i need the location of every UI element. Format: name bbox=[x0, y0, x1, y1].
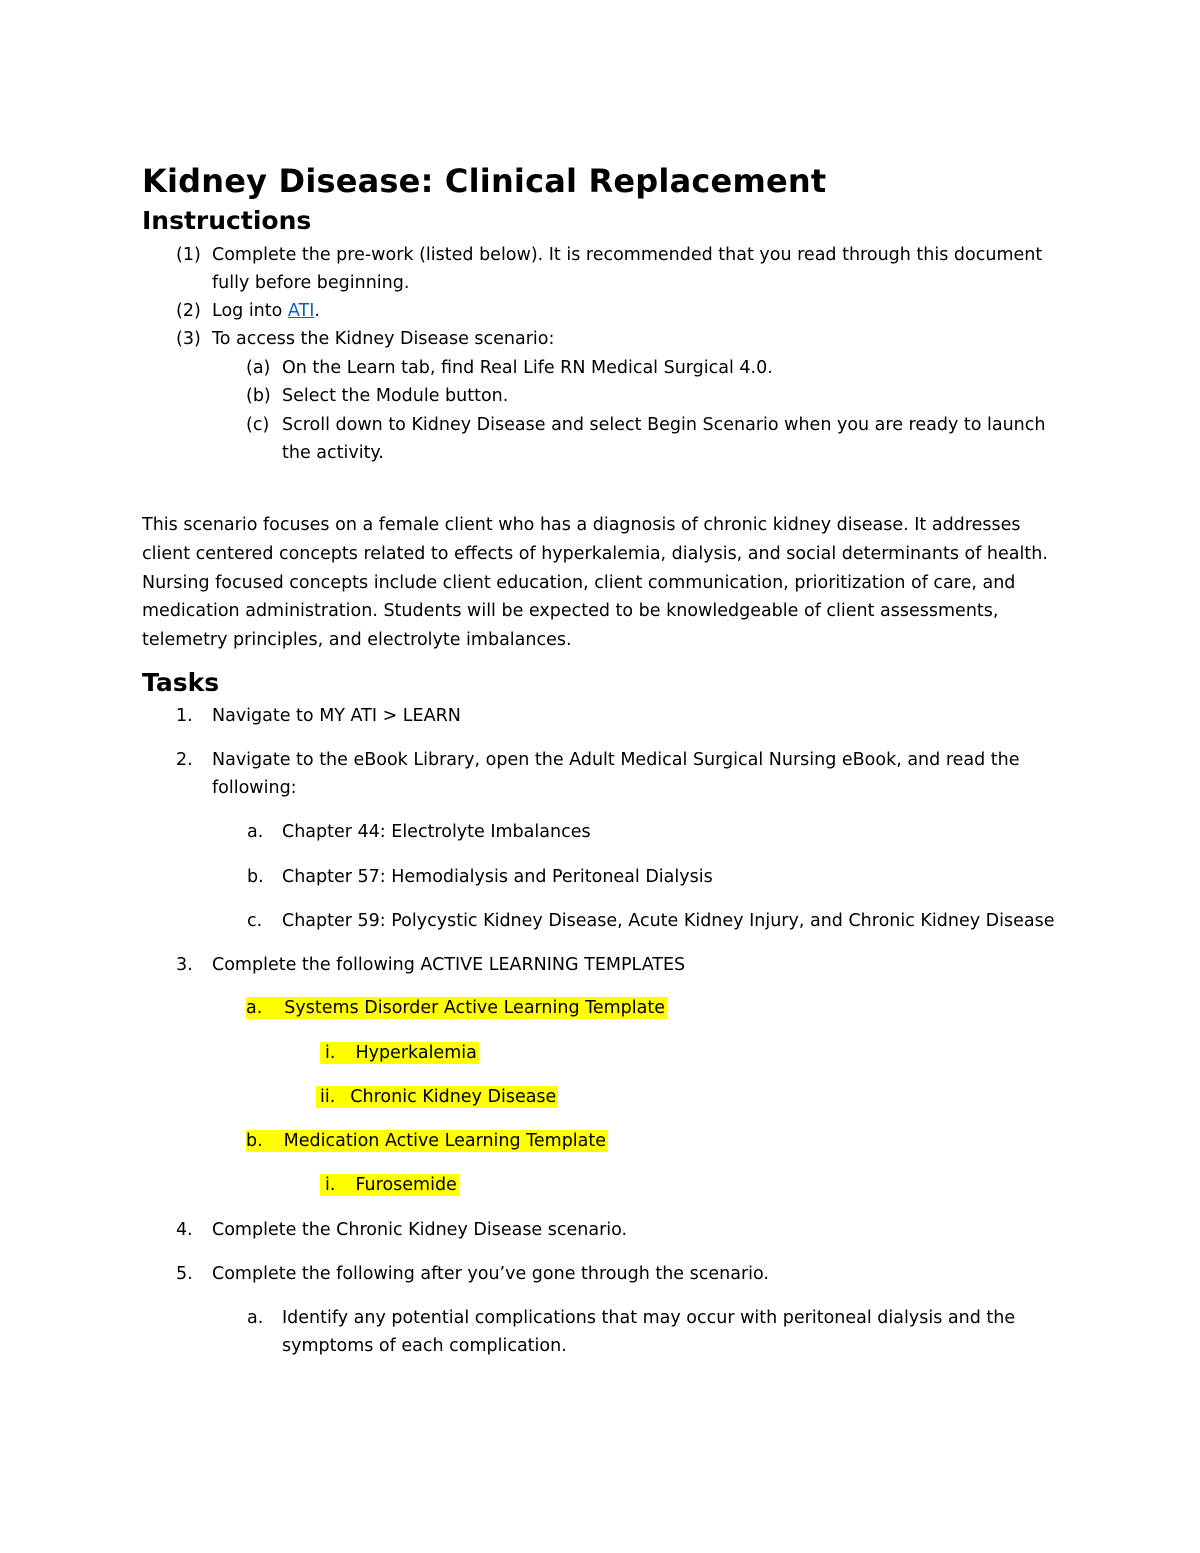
document-title: Kidney Disease: Clinical Replacement bbox=[142, 162, 827, 200]
task-2-chapter-a: Chapter 44: Electrolyte Imbalances bbox=[282, 822, 591, 842]
instruction-marker-3: (3) bbox=[176, 329, 201, 349]
task-2: Navigate to the eBook Library, open the Adult Medical Surgical Nursing eBook, and read the bbox=[212, 750, 1020, 770]
task-4: Complete the Chronic Kidney Disease scenario. bbox=[212, 1220, 628, 1240]
description-line: medication administration. Students will be expected to be knowledgeable of client assessments, bbox=[142, 601, 999, 621]
template-hyperkalemia bbox=[320, 1042, 479, 1064]
task-2-marker-a: a. bbox=[247, 822, 264, 842]
instruction-sub-marker-c: (c) bbox=[246, 415, 270, 435]
template-marker-i-b: i. bbox=[325, 1175, 336, 1195]
template-marker-b: b. bbox=[246, 1131, 263, 1151]
description-line: Nursing focused concepts include client education, client communication, prioritization of care, and bbox=[142, 573, 1016, 593]
task-2-chapter-b: Chapter 57: Hemodialysis and Peritoneal Dialysis bbox=[282, 867, 713, 887]
instruction-item-2 bbox=[212, 300, 320, 322]
template-systems-disorder-label: Systems Disorder Active Learning Template bbox=[284, 998, 665, 1018]
task-marker-3: 3. bbox=[176, 955, 193, 975]
task-marker-5: 5. bbox=[176, 1264, 193, 1284]
instruction-item-2-text: Log into bbox=[212, 301, 288, 321]
task-marker-4: 4. bbox=[176, 1220, 193, 1240]
template-marker-i: i. bbox=[325, 1043, 336, 1063]
task-2-marker-c: c. bbox=[247, 911, 263, 931]
ati-link[interactable]: ATI bbox=[287, 301, 315, 321]
task-5-item-a-cont: symptoms of each complication. bbox=[282, 1336, 567, 1356]
description-line: telemetry principles, and electrolyte imbalances. bbox=[142, 630, 572, 650]
task-1: Navigate to MY ATI > LEARN bbox=[212, 706, 461, 726]
template-marker-ii: ii. bbox=[320, 1087, 336, 1107]
task-3: Complete the following ACTIVE LEARNING TEMPLATES bbox=[212, 955, 686, 975]
template-furosemide bbox=[320, 1174, 459, 1196]
task-5-marker-a: a. bbox=[247, 1308, 264, 1328]
task-2-cont: following: bbox=[212, 778, 297, 798]
instruction-item-2-period: . bbox=[314, 301, 320, 321]
task-5-item-a: Identify any potential complications that may occur with peritoneal dialysis and the bbox=[282, 1308, 1016, 1328]
task-2-marker-b: b. bbox=[247, 867, 264, 887]
template-ckd bbox=[316, 1086, 558, 1108]
instruction-sub-item-b: Select the Module button. bbox=[282, 386, 509, 406]
instruction-item-1-cont: fully before beginning. bbox=[212, 273, 410, 293]
template-medication-label: Medication Active Learning Template bbox=[283, 1131, 607, 1151]
instruction-marker-2: (2) bbox=[176, 301, 201, 321]
tasks-heading: Tasks bbox=[142, 668, 220, 697]
task-2-chapter-c: Chapter 59: Polycystic Kidney Disease, Acute Kidney Injury, and Chronic Kidney Disease bbox=[282, 911, 1055, 931]
instruction-sub-item-c: Scroll down to Kidney Disease and select Begin Scenario when you are ready to launch bbox=[282, 415, 1046, 435]
instruction-sub-item-a: On the Learn tab, find Real Life RN Medical Surgical 4.0. bbox=[282, 358, 773, 378]
task-5: Complete the following after you’ve gone through the scenario. bbox=[212, 1264, 769, 1284]
template-furosemide-label: Furosemide bbox=[355, 1175, 457, 1195]
instruction-item-3: To access the Kidney Disease scenario: bbox=[212, 329, 555, 349]
instruction-sub-item-c-cont: the activity. bbox=[282, 443, 384, 463]
description-line: This scenario focuses on a female client who has a diagnosis of chronic kidney disease. It addresses bbox=[142, 515, 1021, 535]
template-medication bbox=[246, 1130, 608, 1152]
description-line: client centered concepts related to effects of hyperkalemia, dialysis, and social determinants of health. bbox=[142, 544, 1048, 564]
instruction-marker-1: (1) bbox=[176, 245, 201, 265]
task-marker-2: 2. bbox=[176, 750, 193, 770]
instruction-sub-marker-b: (b) bbox=[246, 386, 271, 406]
instructions-heading: Instructions bbox=[142, 206, 312, 235]
template-marker-a: a. bbox=[246, 998, 263, 1018]
instruction-sub-marker-a: (a) bbox=[246, 358, 271, 378]
template-hyperkalemia-label: Hyperkalemia bbox=[355, 1043, 477, 1063]
task-marker-1: 1. bbox=[176, 706, 193, 726]
template-ckd-label: Chronic Kidney Disease bbox=[350, 1087, 557, 1107]
template-systems-disorder bbox=[246, 997, 667, 1019]
instruction-item-1: Complete the pre-work (listed below). It is recommended that you read through this document bbox=[212, 245, 1043, 265]
